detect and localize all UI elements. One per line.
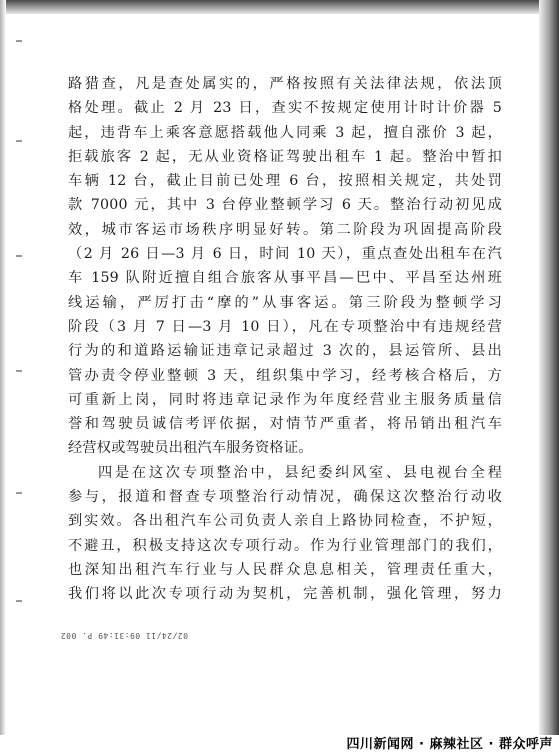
body-line: 我们将以此次专项行动为契机，完善机制，强化管理，努力 [68,586,502,603]
body-line: 格处理。截止 2 月 23 日，查实不按规定使用计时计价器 5 [68,100,502,117]
body-line: 车 159 队附近擅自组合旅客从事平昌—巴中、平昌至达州班 [68,270,502,287]
body-line: 起，违背车上乘客意愿搭载他人同乘 3 起，擅自涨价 3 起， [68,124,502,141]
body-line: 可重新上岗，同时将违章记录作为年度经营业主服务质量信 [68,391,502,408]
body-line: 行为的和道路运输证违章记录超过 3 次的，县运管所、县出 [68,343,502,360]
body-line: 经营权或驾驶员出租汽车服务资格证。 [68,440,313,457]
scan-border-top [0,0,559,14]
fax-transmission-header: 02/24/11 09:31:49 P. 002 [60,631,188,640]
document-body [68,72,502,607]
body-line: 阶段（3 月 7 日—3 月 10 日），凡在专项整治中有违规经营 [68,318,502,335]
body-line: （2 月 26 日—3 月 6 日，时间 10 天），重点查处出租车在汽 [68,246,502,263]
body-line: 参与，报道和督查专项整治行动情况，确保这次整治行动收 [68,489,502,506]
binding-hole-marks [16,40,24,700]
scan-border-left [0,0,6,735]
scan-border-right [539,0,559,735]
body-line: 也深知出租汽车行业与人民群众息息相关，管理责任重大， [68,561,502,578]
body-line: 管办责令停业整顿 3 天，组织集中学习，经考核合格后，方 [68,367,502,384]
body-line: 拒载旅客 2 起，无从业资格证驾驶出租车 1 起。整治中暂扣 [68,148,502,165]
body-line: 不避丑，积极支持这次专项行动。作为行业管理部门的我们， [68,537,502,554]
source-watermark: 四川新闻网 · 麻辣社区 · 群众呼声 [346,737,553,752]
body-line: 到实效。各出租汽车公司负责人亲自上路协同检查，不护短， [68,513,502,530]
body-line: 路猎查，凡是查处属实的，严格按照有关法律法规，依法顶 [68,76,502,92]
body-line: 效，城市客运市场秩序明显好转。第二阶段为巩固提高阶段 [68,221,502,238]
body-line: 誉和驾驶员诚信考评依据，对情节严重者，将吊销出租汽车 [68,416,502,433]
body-line: 款 7000 元，其中 3 台停业整顿学习 6 天。整治行动初见成 [68,197,502,214]
body-line: 车辆 12 台，截止目前已处理 6 台，按照相关规定，共处罚 [68,173,502,190]
body-line: 线运输，严厉打击“摩的”从事客运。第三阶段为整顿学习 [68,294,502,311]
paragraph-start-line: 四是在这次专项整治中，县纪委纠风室、县电视台全程 [98,464,502,481]
